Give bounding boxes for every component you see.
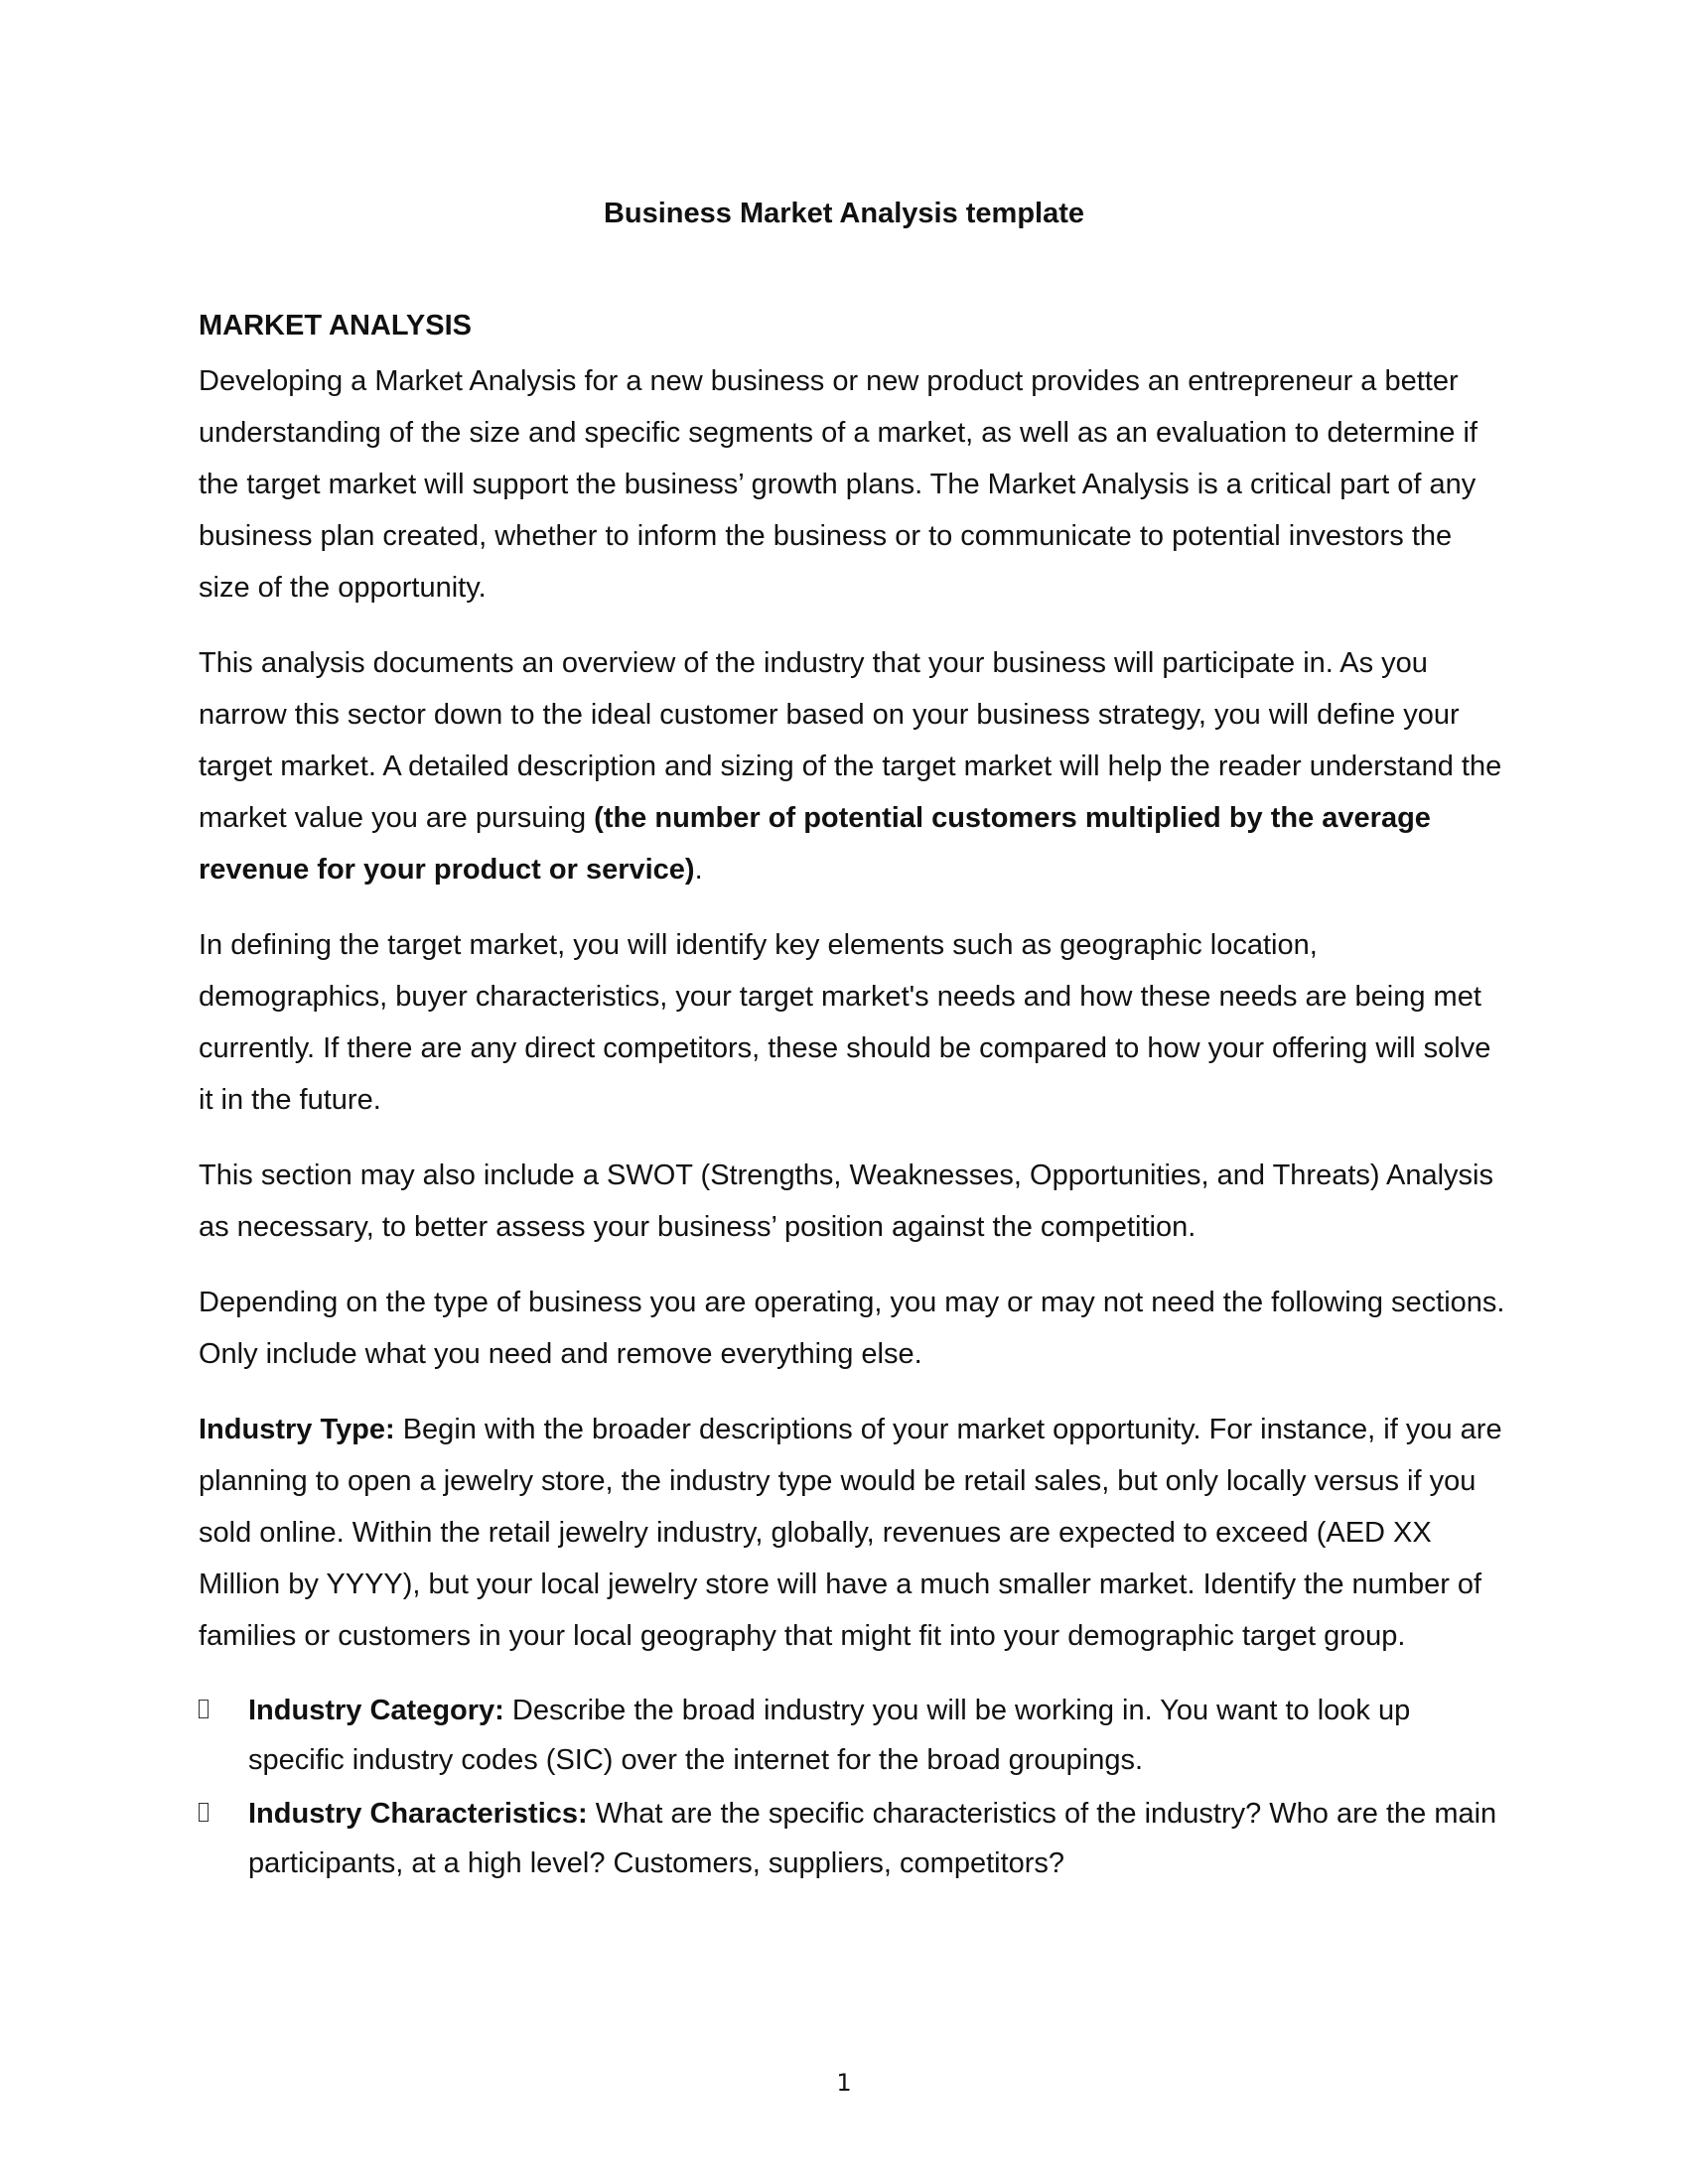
document-title: Business Market Analysis template <box>603 198 1085 229</box>
section-heading: MARKET ANALYSIS <box>199 310 472 341</box>
paragraph-sections-note: Depending on the type of business you are operating, you may or may not need the following sections. Only include what you need and remove everything else. <box>199 1287 1505 1370</box>
paragraph-end: . <box>694 854 703 886</box>
list-item <box>199 1789 1509 1888</box>
list-item <box>199 1686 1509 1785</box>
page-number: 1 <box>836 2069 852 2097</box>
industry-type-label: Industry Type: <box>199 1414 395 1445</box>
paragraph-intro: Developing a Market Analysis for a new business or new product provides an entrepreneur a better understanding of the size and specific segments of a market, as well as an evaluation to determine if the target market will support the business’ growth plans. The Market Analysis is a critical part of any business plan created, whether to inform the business or to communicate to potential investors the size of the opportunity. <box>199 365 1477 604</box>
paragraph-text: This analysis documents an overview of the industry that your business will participate in. As you narrow this sector down to the ideal customer based on your business strategy, you will define your target market. A detailed description and sizing of the target market will help the reader understand the market value you are pursuing <box>199 647 1502 834</box>
paragraph-swot: This section may also include a SWOT (Strengths, Weaknesses, Opportunities, and Threats) Analysis as necessary, to better assess your business’ position against the competition. <box>199 1160 1493 1243</box>
bullet-list <box>199 1686 1509 1888</box>
bullet-text: Describe the broad industry you will be working in. You want to look up specific industry codes (SIC) over the internet for the broad groupings. <box>248 1695 1411 1776</box>
industry-type-text: Begin with the broader descriptions of your market opportunity. For instance, if you are planning to open a jewelry store, the industry type would be retail sales, but only locally versus if you sold online. Within the retail jewelry industry, globally, revenues are expected to exceed (AED XX Million by YYYY), but your local jewelry store will have a much smaller market. Identify the number of families or customers in your local geography that might fit into your demographic target group. <box>199 1414 1502 1652</box>
paragraph-industry-type <box>199 1404 1509 1662</box>
paragraph-industry-overview <box>199 637 1509 895</box>
missing-glyph-box-icon <box>199 1700 209 1718</box>
paragraph-target-market: In defining the target market, you will identify key elements such as geographic location, demographics, buyer characteristics, your target market's needs and how these needs are being met currently. If there are any direct competitors, these should be compared to how your offering will solve it in the future. <box>199 929 1491 1116</box>
paragraph-bold-text: (the number of potential customers multiplied by the average revenue for your product or service) <box>199 802 1431 886</box>
missing-glyph-box-icon <box>199 1803 209 1822</box>
bullet-label: Industry Category: <box>248 1695 504 1726</box>
bullet-label: Industry Characteristics: <box>248 1798 588 1830</box>
document-body <box>199 308 1509 1892</box>
bullet-text: What are the specific characteristics of the industry? Who are the main participants, at a high level? Customers, suppliers, competitors? <box>248 1798 1497 1879</box>
